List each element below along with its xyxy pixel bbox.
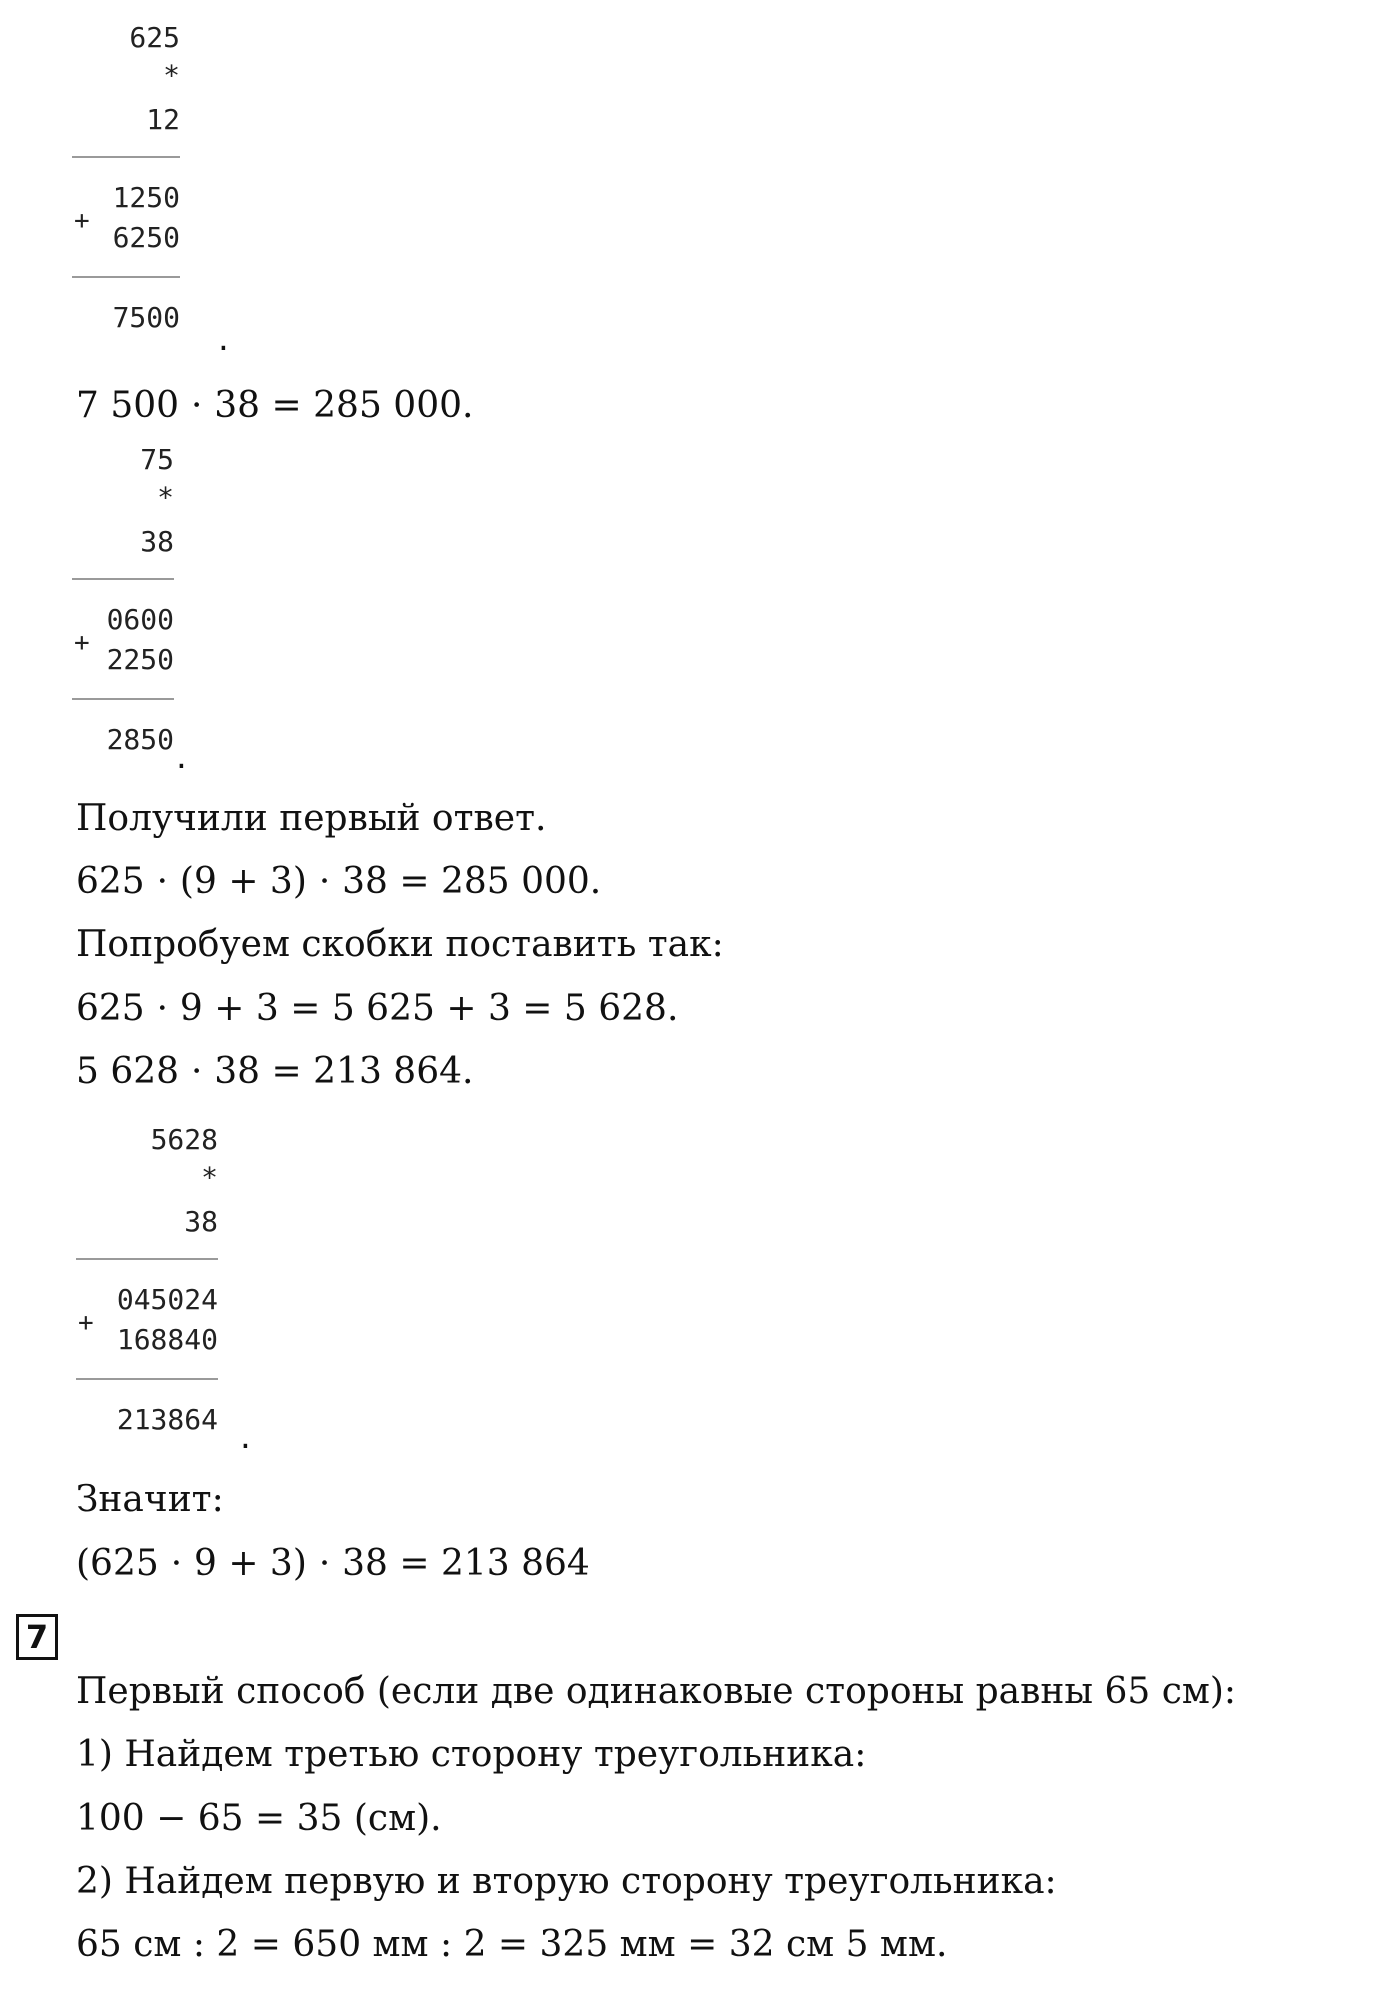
product-result: 2850 [106,723,174,756]
text-line: Значит: [76,1479,224,1520]
rule-line [72,156,180,158]
product-result: 7500 [112,301,180,334]
multiply-operator: * [157,481,174,514]
plus-sign: + [74,206,90,236]
column-multiplication-5628x38 [76,1122,218,1434]
rule-line [72,698,174,700]
multiply-operator: * [163,59,180,92]
multiplier: 38 [184,1205,218,1238]
text-line: 625 ⋅ 9 + 3 = 5 625 + 3 = 5 628. [76,988,679,1029]
partial-product-2: 2250 [106,643,174,676]
text-line: Получили первый ответ. [76,798,547,839]
task-number-box: 7 [16,1614,58,1660]
plus-sign: + [78,1308,94,1338]
partial-product-1: 045024 [116,1283,218,1316]
text-line: 5 628 ⋅ 38 = 213 864. [76,1051,474,1092]
rule-line [72,276,180,278]
rule-line [76,1378,218,1380]
trailing-dot: . [218,319,229,359]
text-line: (625 ⋅ 9 + 3) ⋅ 38 = 213 864 [76,1543,590,1584]
multiplicand: 625 [129,21,180,54]
text-line: 7 500 ⋅ 38 = 285 000. [76,385,474,426]
multiplicand: 5628 [150,1123,218,1156]
text-line: 625 ⋅ (9 + 3) ⋅ 38 = 285 000. [76,861,602,902]
trailing-dot: . [176,737,187,777]
trailing-dot: . [240,1417,251,1457]
text-line: 2) Найдем первую и вторую сторону треугольника: [76,1861,1057,1902]
rule-line [72,578,174,580]
text-line: 1) Найдем третью сторону треугольника: [76,1734,867,1775]
multiplicand: 75 [140,443,174,476]
text-line: 65 см : 2 = 650 мм : 2 = 325 мм = 32 см 5 мм. [76,1924,948,1965]
column-multiplication-625x12 [72,20,180,332]
partial-product-2: 6250 [112,221,180,254]
multiplier: 12 [146,103,180,136]
rule-line [76,1258,218,1260]
product-result: 213864 [116,1403,218,1436]
plus-sign: + [74,628,90,658]
text-line: 100 − 65 = 35 (см). [76,1798,442,1839]
partial-product-1: 1250 [112,181,180,214]
partial-product-1: 0600 [106,603,174,636]
column-multiplication-75x38 [72,442,174,754]
multiply-operator: * [201,1161,218,1194]
partial-product-2: 168840 [116,1323,218,1356]
text-line: Первый способ (если две одинаковые стороны равны 65 см): [76,1671,1237,1712]
text-line: Попробуем скобки поставить так: [76,924,724,965]
multiplier: 38 [140,525,174,558]
